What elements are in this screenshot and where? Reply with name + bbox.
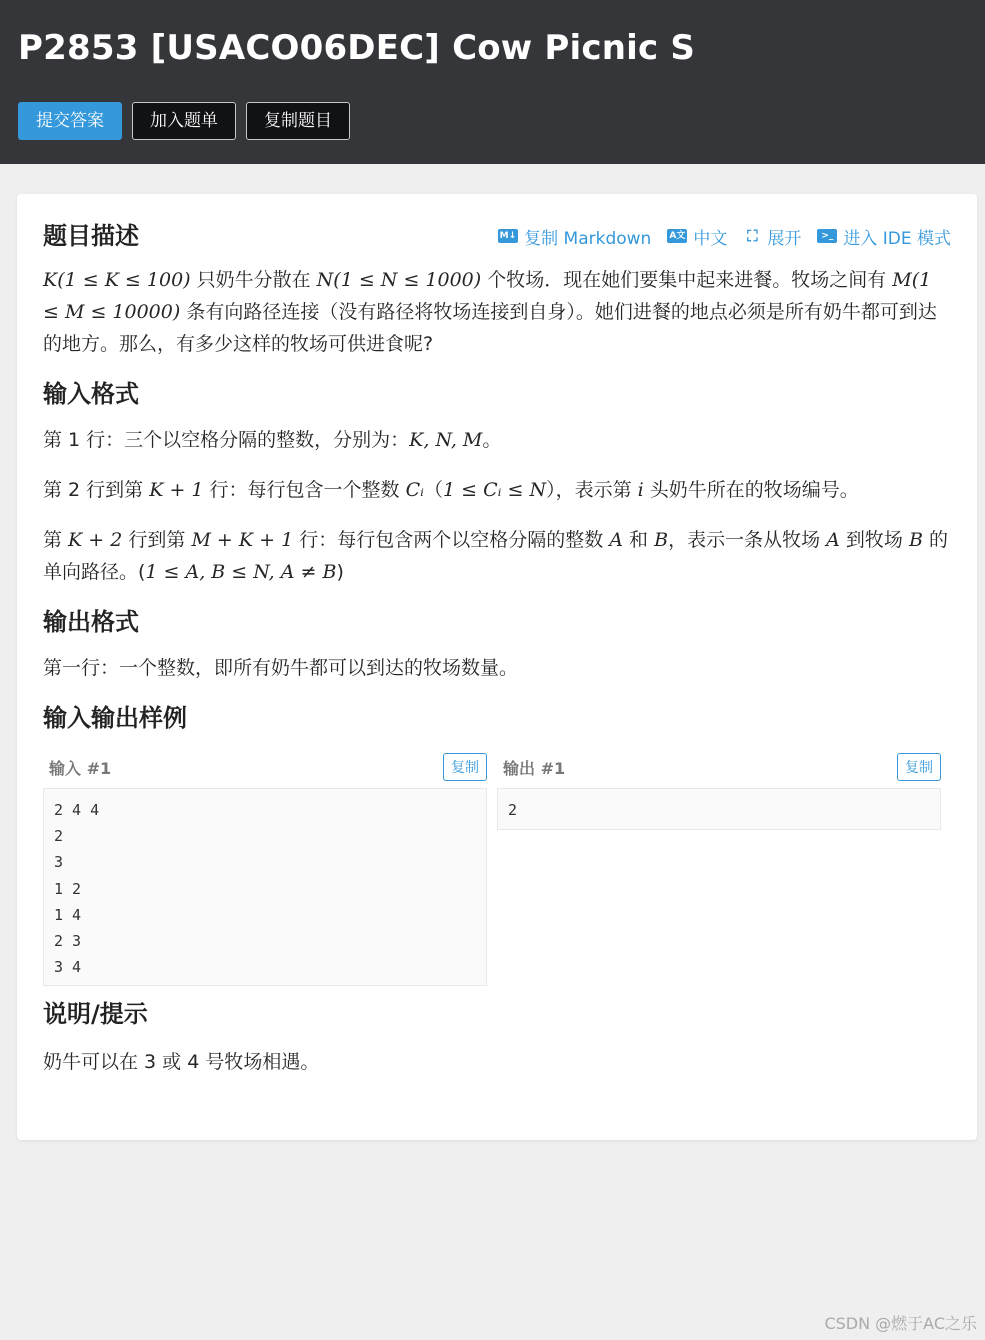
terminal-icon: >_ bbox=[817, 229, 837, 243]
sample-output-code: 2 bbox=[497, 788, 941, 830]
sample-input bbox=[43, 752, 487, 986]
translate-icon: A文 bbox=[667, 229, 687, 243]
sample-output-label: 输出 #1 bbox=[503, 758, 566, 778]
math-m-range: M(1 ≤ M ≤ 10000) bbox=[43, 269, 932, 323]
copy-output-button[interactable]: 复制 bbox=[897, 753, 941, 781]
description-text: K(1 ≤ K ≤ 100) 只奶牛分散在 N(1 ≤ N ≤ 1000) 个牧场．现在她们要集中起来进餐。牧场之间有 M(1 ≤ M ≤ 10000) 条有向路径连接（没有路径将牧场连接到自身）。她们进餐的地点必须是所有奶牛都可到达的地方。那么，有多少这样的牧场可供进食呢? bbox=[43, 269, 937, 355]
samples bbox=[43, 752, 951, 986]
input-line-2: 第 2 行到第 K + 1 行：每行包含一个整数 Cᵢ（1 ≤ Cᵢ ≤ N），表示第 i 头奶牛所在的牧场编号。 bbox=[43, 479, 859, 501]
toolbar bbox=[498, 224, 951, 249]
watermark: CSDN @燃于AC之乐 bbox=[824, 1314, 977, 1333]
copy-input-button[interactable]: 复制 bbox=[443, 753, 487, 781]
expand-label: 展开 bbox=[767, 228, 802, 249]
ide-mode-link[interactable] bbox=[817, 224, 951, 249]
copy-markdown-label: 复制 Markdown bbox=[524, 228, 652, 249]
samples-heading: 输入输出样例 bbox=[43, 704, 187, 732]
hint-heading: 说明/提示 bbox=[43, 1000, 148, 1028]
copy-problem-button[interactable]: 复制题目 bbox=[246, 102, 350, 140]
markdown-icon: M↓ bbox=[499, 231, 517, 241]
submit-answer-button[interactable]: 提交答案 bbox=[18, 102, 122, 140]
sample-output bbox=[497, 752, 941, 986]
expand-link[interactable] bbox=[743, 224, 801, 249]
action-buttons bbox=[18, 102, 967, 140]
sample-input-label: 输入 #1 bbox=[49, 758, 112, 778]
sample-input-code: 2 4 4 2 3 1 2 1 4 2 3 3 4 bbox=[43, 788, 487, 986]
description-heading: 题目描述 bbox=[43, 222, 139, 250]
ide-mode-label: 进入 IDE 模式 bbox=[843, 228, 951, 249]
math-k-range: K(1 ≤ K ≤ 100) bbox=[43, 269, 191, 291]
problem-header bbox=[0, 0, 985, 164]
copy-markdown-link[interactable] bbox=[498, 224, 652, 249]
language-link[interactable] bbox=[667, 224, 727, 249]
expand-icon: ⛶ bbox=[747, 227, 758, 245]
problem-title: P2853 [USACO06DEC] Cow Picnic S bbox=[18, 28, 696, 68]
output-format-heading: 输出格式 bbox=[43, 608, 139, 636]
language-label: 中文 bbox=[693, 228, 728, 249]
problem-card bbox=[17, 194, 977, 1140]
input-line-3: 第 K + 2 行到第 M + K + 1 行：每行包含两个以空格分隔的整数 A 和 B，表示一条从牧场 A 到牧场 B 的单向路径。(1 ≤ A, B ≤ N, A ≠ B) bbox=[43, 529, 948, 583]
add-to-list-button[interactable]: 加入题单 bbox=[132, 102, 236, 140]
hint-text: 奶牛可以在 3 或 4 号牧场相遇。 bbox=[43, 1051, 320, 1073]
output-text: 第一行：一个整数，即所有奶牛都可以到达的牧场数量。 bbox=[43, 657, 519, 679]
description-header bbox=[43, 216, 951, 256]
math-n-range: N(1 ≤ N ≤ 1000) bbox=[316, 269, 482, 291]
input-format-heading: 输入格式 bbox=[43, 380, 139, 408]
input-line-1: 第 1 行：三个以空格分隔的整数，分别为：K, N, M。 bbox=[43, 429, 502, 451]
